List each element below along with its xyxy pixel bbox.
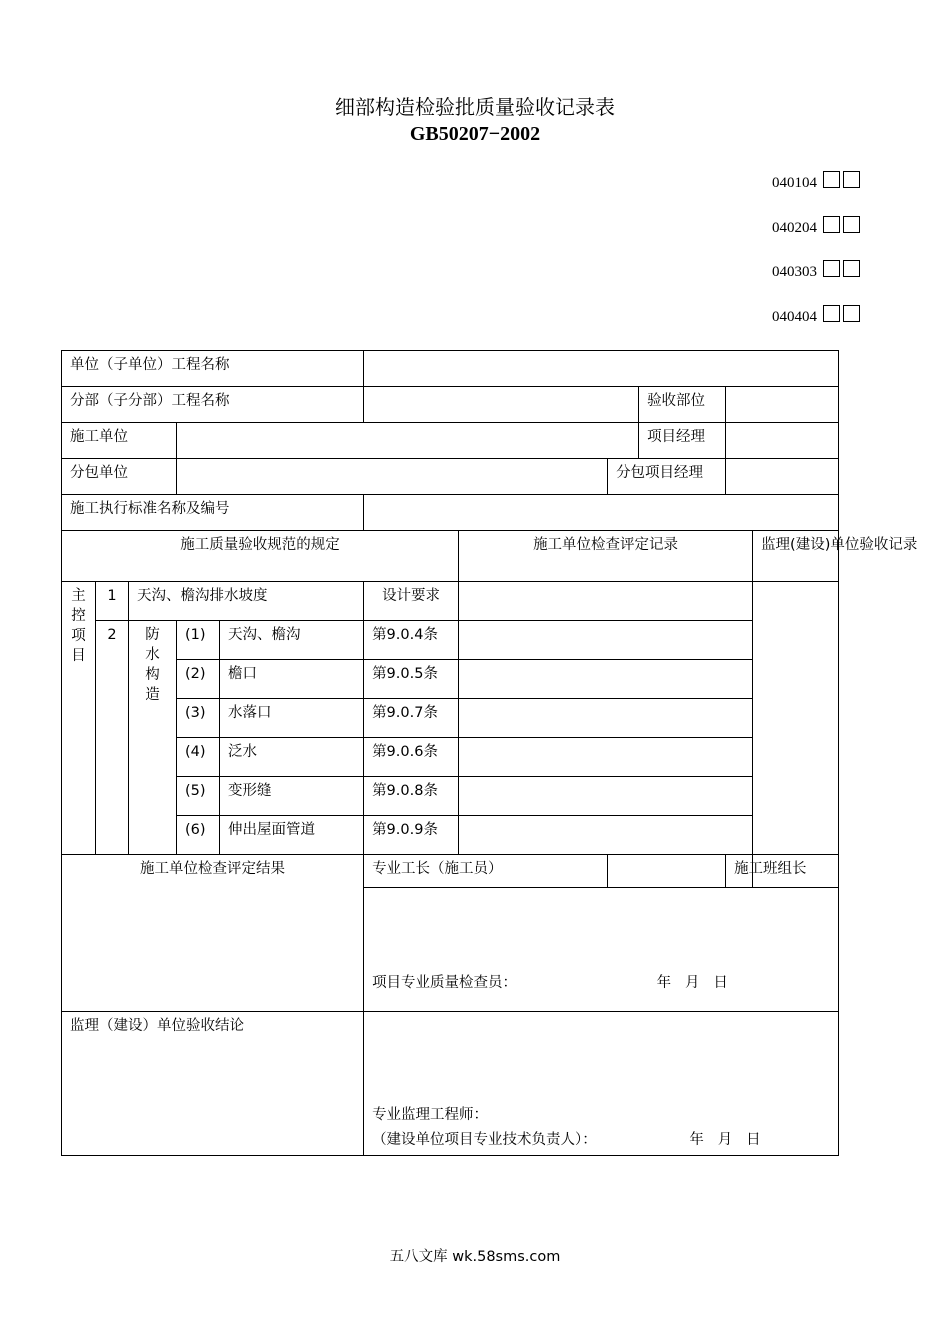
form-title: 细部构造检验批质量验收记录表: [335, 95, 615, 119]
supervision-record-header: 监理(建设)单位验收记录: [753, 531, 839, 582]
subitem-check-field[interactable]: [459, 816, 753, 855]
item-name: 天沟、檐沟排水坡度: [129, 582, 364, 621]
subitem-number: (1): [177, 621, 220, 660]
supervision-record-field[interactable]: [753, 582, 839, 855]
standard-name-label: 施工执行标准名称及编号: [62, 495, 364, 531]
check-box[interactable]: [843, 216, 860, 233]
subitem-name: 天沟、檐沟: [220, 621, 364, 660]
project-manager-field[interactable]: [726, 423, 839, 459]
check-box[interactable]: [823, 260, 840, 277]
acceptance-part-field[interactable]: [726, 387, 839, 423]
subitem-check-field[interactable]: [459, 777, 753, 816]
engineer-label: 专业监理工程师：: [372, 1107, 489, 1123]
footer-watermark: 五八文库 wk.58sms.com: [389, 1249, 561, 1265]
standard-name-field[interactable]: [364, 495, 839, 531]
check-box[interactable]: [823, 171, 840, 188]
owner-line: [372, 1128, 830, 1153]
project-manager-label: 项目经理: [639, 423, 726, 459]
main-control-text: 主控项目: [71, 588, 86, 664]
subcontract-manager-field[interactable]: [726, 459, 839, 495]
unit-project-field[interactable]: [364, 351, 839, 387]
check-record-header: 施工单位检查评定记录: [459, 531, 753, 582]
subitem-name: 泛水: [220, 738, 364, 777]
subitem-clause: 第9.0.7条: [364, 699, 459, 738]
check-box[interactable]: [823, 216, 840, 233]
check-box[interactable]: [843, 171, 860, 188]
main-control-label: [62, 582, 96, 855]
result-date: 年 月 日: [656, 975, 728, 991]
standard-code: GB50207−2002: [409, 123, 541, 145]
waterproof-group-label: [129, 621, 177, 855]
subitem-number: (5): [177, 777, 220, 816]
subitem-check-field[interactable]: [459, 699, 753, 738]
subcontract-manager-label: 分包项目经理: [608, 459, 726, 495]
code-number: 040303: [772, 264, 817, 281]
subitem-clause: 第9.0.8条: [364, 777, 459, 816]
acceptance-part-label: 验收部位: [639, 387, 726, 423]
item-number: 2: [96, 621, 129, 855]
team-leader-label: 施工班组长: [726, 855, 753, 888]
code-row: [720, 171, 860, 216]
subitem-check-field[interactable]: [459, 621, 753, 660]
subitem-check-field[interactable]: [459, 738, 753, 777]
conclusion-date: 年 月 日: [689, 1132, 761, 1148]
subitem-clause: 第9.0.6条: [364, 738, 459, 777]
check-box[interactable]: [843, 260, 860, 277]
construction-unit-label: 施工单位: [62, 423, 177, 459]
subitem-number: (4): [177, 738, 220, 777]
construction-unit-field[interactable]: [177, 423, 639, 459]
subitem-name: 水落口: [220, 699, 364, 738]
result-sign-area[interactable]: [364, 888, 839, 1012]
result-label: 施工单位检查评定结果: [62, 855, 364, 1012]
record-codes: [720, 171, 860, 349]
conclusion-sign-area[interactable]: [364, 1012, 839, 1156]
subitem-name: 变形缝: [220, 777, 364, 816]
subcontract-unit-field[interactable]: [177, 459, 608, 495]
inspection-table: [61, 350, 918, 1156]
sub-project-field[interactable]: [364, 387, 639, 423]
code-row: [720, 216, 860, 261]
subitem-number: (2): [177, 660, 220, 699]
owner-label: （建设单位项目专业技术负责人）：: [372, 1132, 597, 1148]
subitem-check-field[interactable]: [459, 660, 753, 699]
foreman-label: 专业工长（施工员）: [364, 855, 608, 888]
subitem-clause: 第9.0.5条: [364, 660, 459, 699]
sub-project-label: 分部（子分部）工程名称: [62, 387, 364, 423]
code-row: [720, 260, 860, 305]
subcontract-unit-label: 分包单位: [62, 459, 177, 495]
code-number: 040404: [772, 308, 817, 325]
unit-project-label: 单位（子单位）工程名称: [62, 351, 364, 387]
subitem-name: 伸出屋面管道: [220, 816, 364, 855]
inspector-label: 项目专业质量检查员：: [372, 975, 518, 991]
subitem-number: (3): [177, 699, 220, 738]
item-number: 1: [96, 582, 129, 621]
conclusion-label: 监理（建设）单位验收结论: [62, 1012, 364, 1156]
subitem-name: 檐口: [220, 660, 364, 699]
check-box[interactable]: [843, 305, 860, 322]
subitem-number: (6): [177, 816, 220, 855]
subitem-clause: 第9.0.9条: [364, 816, 459, 855]
spec-header: 施工质量验收规范的规定: [62, 531, 459, 582]
code-row: [720, 305, 860, 350]
waterproof-group-text: 防水构造: [145, 627, 160, 703]
code-number: 040204: [772, 219, 817, 236]
subitem-clause: 第9.0.4条: [364, 621, 459, 660]
check-box[interactable]: [823, 305, 840, 322]
item-requirement: 设计要求: [364, 582, 459, 621]
code-number: 040104: [772, 175, 817, 191]
foreman-field[interactable]: [608, 855, 726, 888]
item-check-field[interactable]: [459, 582, 753, 621]
